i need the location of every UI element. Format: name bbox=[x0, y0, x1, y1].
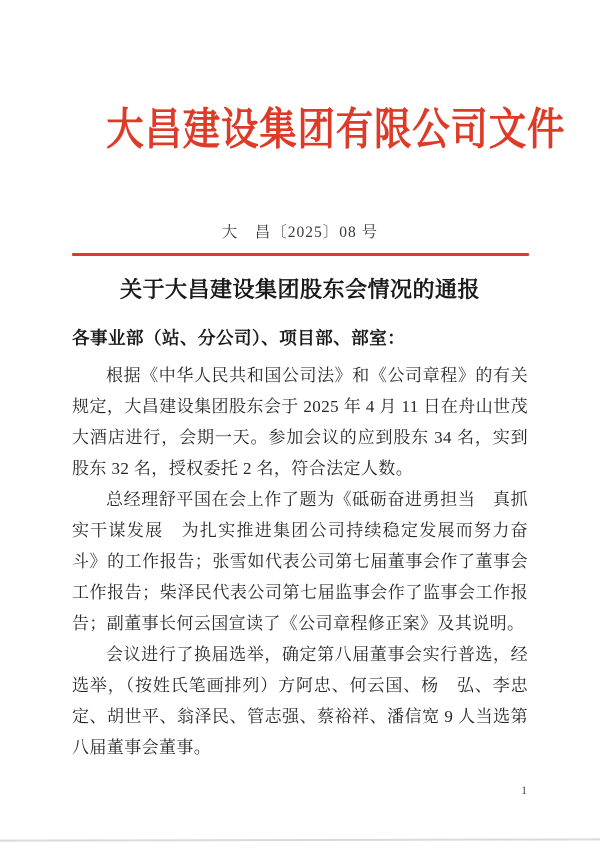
body-paragraph: 根据《中华人民共和国公司法》和《公司章程》的有关规定，大昌建设集团股东会于 2025 年 4 月 11 日在舟山世茂大酒店进行，会期一天。参加会议的应到股东 34 名，实到股东 32 名，授权委托 2 名，符合法定人数。 bbox=[72, 366, 528, 478]
document-title: 关于大昌建设集团股东会情况的通报 bbox=[119, 277, 480, 302]
salutation-line: 各事业部（站、分公司）、项目部、部室： bbox=[72, 328, 406, 348]
page-number: 1 bbox=[521, 785, 527, 797]
letterhead-title: 大昌建设集团有限公司文件 bbox=[106, 105, 566, 154]
doc-number: 大 昌〔2025〕08 号 bbox=[221, 224, 379, 241]
red-separator-line bbox=[72, 253, 529, 256]
body-paragraph: 会议进行了换届选举，确定第八届董事会实行普选，经选举，（按姓氏笔画排列）方阿忠、何云国、杨 弘、李忠定、胡世平、翁泽民、管志强、蔡裕祥、潘信宽 9 人当选第八届董事会董事。 bbox=[72, 645, 528, 757]
body-paragraph: 总经理舒平国在会上作了题为《砥砺奋进勇担当 真抓实干谋发展 为扎实推进集团公司持续稳定发展而努力奋斗》的工作报告；张雪如代表公司第七届董事会作了董事会工作报告；柴泽民代表公司第七届监事会作了监事会工作报告；副董事长何云国宣读了《公司章程修正案》及其说明。 bbox=[72, 490, 528, 633]
scan-bottom-edge bbox=[0, 838, 600, 841]
document-body bbox=[72, 360, 528, 763]
